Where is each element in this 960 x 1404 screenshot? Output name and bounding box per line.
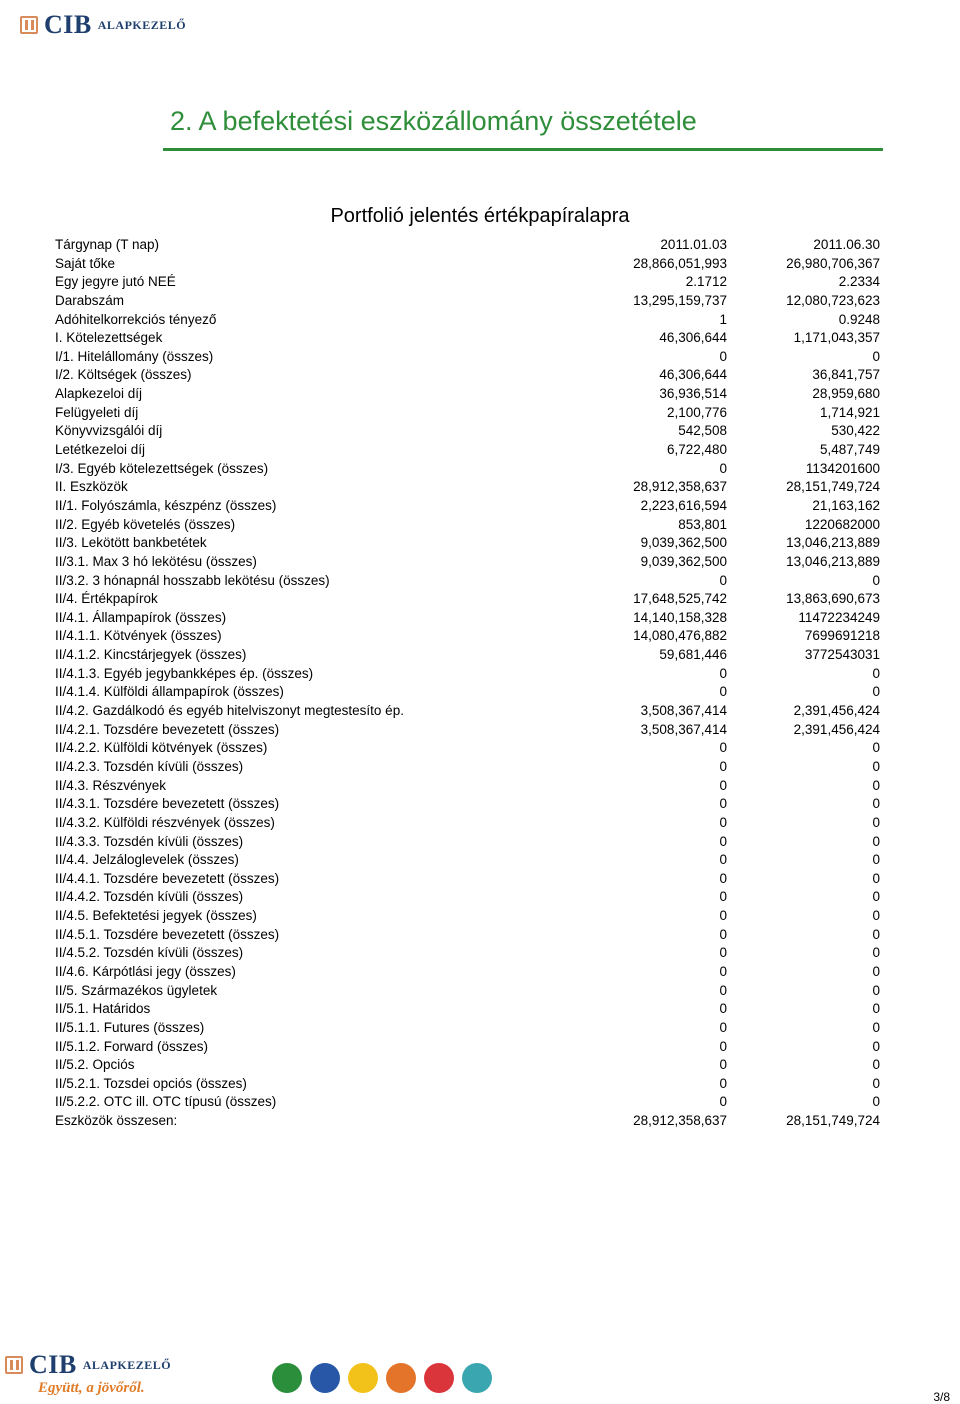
table-row <box>55 422 885 441</box>
row-value-2011-06-30: 3772543031 <box>804 647 880 663</box>
row-label: II/4. Értékpapírok <box>55 591 158 607</box>
row-value-2011-01-03: 13,295,159,737 <box>633 292 727 308</box>
row-label: II/5.2. Opciós <box>55 1057 135 1073</box>
table-row <box>55 683 885 702</box>
table-row <box>55 348 885 367</box>
footer-logo-brand: CIB <box>29 1350 77 1379</box>
table-row <box>55 1056 885 1075</box>
footer-dot-6 <box>462 1363 492 1393</box>
row-value-2011-06-30: 0 <box>872 1001 880 1017</box>
row-value-2011-06-30: 5,487,749 <box>819 442 880 458</box>
row-value-2011-01-03: 46,306,644 <box>659 330 727 346</box>
row-value-2011-01-03: 6,722,480 <box>666 442 727 458</box>
row-value-2011-01-03: 0 <box>719 926 727 942</box>
row-value-2011-01-03: 0 <box>719 1094 727 1110</box>
table-row <box>55 478 885 497</box>
row-label: II/4.5.1. Tozsdére bevezetett (összes) <box>55 926 280 942</box>
row-value-2011-06-30: 0 <box>872 777 880 793</box>
table-row <box>55 627 885 646</box>
row-value-2011-01-03: 9,039,362,500 <box>640 553 727 569</box>
row-label: Könyvvizsgálói díj <box>55 423 163 439</box>
table-row <box>55 888 885 907</box>
row-label: II/4.4.1. Tozsdére bevezetett (összes) <box>55 870 280 886</box>
row-value-2011-06-30: 26,980,706,367 <box>786 255 880 271</box>
row-value-2011-06-30: 0 <box>872 665 880 681</box>
row-value-2011-01-03: 853,801 <box>678 516 727 532</box>
row-value-2011-06-30: 28,151,749,724 <box>786 1113 880 1129</box>
row-label: I/1. Hitelállomány (összes) <box>55 348 214 364</box>
row-label: Adóhitelkorrekciós tényező <box>55 311 217 327</box>
row-value-2011-06-30: 0 <box>872 348 880 364</box>
footer-dot-5 <box>424 1363 454 1393</box>
row-label: II/5.2.1. Tozsdei opciós (összes) <box>55 1075 247 1091</box>
row-label: Alapkezeloi díj <box>55 386 143 402</box>
table-row <box>55 236 885 255</box>
row-label: II/4.3.2. Külföldi részvények (összes) <box>55 814 275 830</box>
table-row <box>55 460 885 479</box>
row-label: II/4.3. Részvények <box>55 777 167 793</box>
row-value-2011-06-30: 0 <box>872 1019 880 1035</box>
row-label: II/4.2. Gazdálkodó és egyéb hitelviszonyt megtestesíto ép. <box>55 703 404 719</box>
row-value-2011-06-30: 2,391,456,424 <box>793 703 880 719</box>
table-row <box>55 963 885 982</box>
footer-dot-2 <box>310 1363 340 1393</box>
row-value-2011-06-30: 0 <box>872 1038 880 1054</box>
row-value-2011-06-30: 13,046,213,889 <box>786 535 880 551</box>
row-label: II/3. Lekötött bankbetétek <box>55 535 207 551</box>
table-row <box>55 1038 885 1057</box>
row-label: II/4.2.2. Külföldi kötvények (összes) <box>55 740 268 756</box>
row-label: II/4.1.3. Egyéb jegybankképes ép. (összes) <box>55 665 314 681</box>
row-value-2011-01-03: 0 <box>719 1038 727 1054</box>
row-value-2011-01-03: 0 <box>719 889 727 905</box>
row-value-2011-06-30: 0 <box>872 814 880 830</box>
row-value-2011-01-03: 0 <box>719 777 727 793</box>
row-value-2011-06-30: 1,171,043,357 <box>793 330 880 346</box>
row-label: Saját tőke <box>55 255 116 271</box>
row-label: II/4.4. Jelzáloglevelek (összes) <box>55 852 239 868</box>
row-label: II/4.5. Befektetési jegyek (összes) <box>55 908 257 924</box>
section-title: 2. A befektetési eszközállomány összetétele <box>170 106 697 136</box>
row-value-2011-06-30: 0.9248 <box>838 311 880 327</box>
row-value-2011-01-03: 0 <box>719 1019 727 1035</box>
row-label: II/5.1.1. Futures (összes) <box>55 1019 205 1035</box>
footer-color-dots <box>272 1363 492 1393</box>
table-row <box>55 814 885 833</box>
row-value-2011-06-30: 13,046,213,889 <box>786 553 880 569</box>
footer-cib-logo-icon <box>5 1356 23 1374</box>
row-value-2011-01-03: 0 <box>719 740 727 756</box>
table-row <box>55 1075 885 1094</box>
row-value-2011-06-30: 0 <box>872 926 880 942</box>
row-label: II/4.2.1. Tozsdére bevezetett (összes) <box>55 721 280 737</box>
report-title <box>0 205 960 228</box>
row-label: II/5.1.2. Forward (összes) <box>55 1038 209 1054</box>
table-row <box>55 516 885 535</box>
row-value-2011-01-03: 2.1712 <box>685 274 727 290</box>
row-value-2011-06-30: 28,151,749,724 <box>786 479 880 495</box>
row-value-2011-01-03: 0 <box>719 665 727 681</box>
row-value-2011-01-03: 0 <box>719 348 727 364</box>
row-value-2011-06-30: 0 <box>872 908 880 924</box>
row-value-2011-01-03: 0 <box>719 1057 727 1073</box>
row-value-2011-06-30: 36,841,757 <box>812 367 880 383</box>
row-value-2011-01-03: 46,306,644 <box>659 367 727 383</box>
row-value-2011-06-30: 2,391,456,424 <box>793 721 880 737</box>
table-row <box>55 553 885 572</box>
report-title-text: Portfolió jelentés értékpapíralapra <box>330 205 630 227</box>
row-value-2011-01-03: 0 <box>719 945 727 961</box>
table-row <box>55 609 885 628</box>
row-value-2011-06-30: 0 <box>872 796 880 812</box>
row-label: II. Eszközök <box>55 479 128 495</box>
row-value-2011-06-30: 0 <box>872 982 880 998</box>
row-label: II/4.1.1. Kötvények (összes) <box>55 628 222 644</box>
row-label: II/5.2.2. OTC ill. OTC típusú (összes) <box>55 1094 277 1110</box>
row-value-2011-01-03: 0 <box>719 796 727 812</box>
table-row <box>55 329 885 348</box>
row-label: Egy jegyre jutó NEÉ <box>55 274 176 290</box>
table-row <box>55 833 885 852</box>
row-value-2011-06-30: 530,422 <box>831 423 880 439</box>
row-value-2011-01-03: 17,648,525,742 <box>633 591 727 607</box>
row-value-2011-06-30: 0 <box>872 684 880 700</box>
table-row <box>55 1093 885 1112</box>
table-row <box>55 292 885 311</box>
row-value-2011-06-30: 1134201600 <box>805 460 880 476</box>
row-label: II/3.2. 3 hónapnál hosszabb lekötésu (összes) <box>55 572 330 588</box>
table-row <box>55 441 885 460</box>
row-value-2011-01-03: 0 <box>719 1001 727 1017</box>
table-row <box>55 1112 885 1131</box>
table-row <box>55 739 885 758</box>
row-value-2011-01-03: 3,508,367,414 <box>640 721 727 737</box>
table-row <box>55 1000 885 1019</box>
row-label: Felügyeleti díj <box>55 404 139 420</box>
cib-logo-icon <box>20 16 38 34</box>
row-label: II/4.1.2. Kincstárjegyek (összes) <box>55 647 247 663</box>
table-row <box>55 1019 885 1038</box>
row-label: Darabszám <box>55 292 125 308</box>
table-row <box>55 926 885 945</box>
row-value-2011-06-30: 21,163,162 <box>812 497 880 513</box>
row-value-2011-06-30: 13,863,690,673 <box>786 591 880 607</box>
row-label: II/4.3.1. Tozsdére bevezetett (összes) <box>55 796 280 812</box>
row-label: II/1. Folyószámla, készpénz (összes) <box>55 497 277 513</box>
row-value-2011-01-03: 0 <box>719 852 727 868</box>
row-value-2011-01-03: 28,912,358,637 <box>633 479 727 495</box>
row-value-2011-01-03: 14,080,476,882 <box>633 628 727 644</box>
row-value-2011-01-03: 0 <box>719 460 727 476</box>
row-value-2011-01-03: 28,866,051,993 <box>633 255 727 271</box>
table-row <box>55 665 885 684</box>
row-value-2011-06-30: 1220682000 <box>804 516 880 532</box>
row-value-2011-06-30: 0 <box>872 740 880 756</box>
footer-logo-brand-sub: ALAPKEZELŐ <box>82 1357 172 1372</box>
footer-cib-logo <box>5 1350 171 1380</box>
row-value-2011-06-30: 0 <box>872 963 880 979</box>
table-row <box>55 851 885 870</box>
row-value-2011-06-30: 2011.06.30 <box>813 237 880 252</box>
table-row <box>55 311 885 330</box>
row-value-2011-06-30: 0 <box>872 1075 880 1091</box>
row-value-2011-06-30: 7699691218 <box>804 628 880 644</box>
row-value-2011-06-30: 12,080,723,623 <box>786 292 880 308</box>
table-row <box>55 646 885 665</box>
table-row <box>55 255 885 274</box>
row-value-2011-06-30: 0 <box>872 572 880 588</box>
table-row <box>55 777 885 796</box>
row-value-2011-01-03: 1 <box>719 311 727 327</box>
table-row <box>55 385 885 404</box>
row-value-2011-01-03: 0 <box>719 1075 727 1091</box>
table-row <box>55 795 885 814</box>
row-value-2011-01-03: 14,140,158,328 <box>633 609 727 625</box>
row-value-2011-06-30: 0 <box>872 870 880 886</box>
row-value-2011-01-03: 0 <box>719 814 727 830</box>
row-value-2011-01-03: 0 <box>719 572 727 588</box>
row-value-2011-01-03: 0 <box>719 908 727 924</box>
row-value-2011-06-30: 0 <box>872 758 880 774</box>
logo-brand: CIB <box>44 10 92 39</box>
row-label: II/4.1. Állampapírok (összes) <box>55 609 227 625</box>
row-value-2011-06-30: 0 <box>872 1094 880 1110</box>
logo-brand-sub: ALAPKEZELŐ <box>97 17 187 32</box>
footer-dot-1 <box>272 1363 302 1393</box>
row-value-2011-01-03: 2,223,616,594 <box>640 497 727 513</box>
table-row <box>55 404 885 423</box>
table-row <box>55 982 885 1001</box>
row-value-2011-06-30: 0 <box>872 889 880 905</box>
row-label: II/2. Egyéb követelés (összes) <box>55 516 236 532</box>
row-value-2011-01-03: 3,508,367,414 <box>640 703 727 719</box>
row-value-2011-01-03: 2011.01.03 <box>660 237 727 252</box>
footer-slogan: Együtt, a jövőről. <box>38 1380 145 1396</box>
row-value-2011-06-30: 1,714,921 <box>819 404 880 420</box>
table-row <box>55 944 885 963</box>
row-value-2011-01-03: 0 <box>719 982 727 998</box>
row-value-2011-06-30: 11472234249 <box>798 609 880 625</box>
table-row <box>55 870 885 889</box>
row-label: II/5. Származékos ügyletek <box>55 982 218 998</box>
table-row <box>55 758 885 777</box>
table-row <box>55 366 885 385</box>
footer-dot-4 <box>386 1363 416 1393</box>
row-value-2011-01-03: 0 <box>719 963 727 979</box>
row-value-2011-01-03: 2,100,776 <box>666 404 727 420</box>
row-value-2011-06-30: 28,959,680 <box>812 386 880 402</box>
table-row <box>55 534 885 553</box>
portfolio-table <box>55 236 885 1131</box>
row-label: II/4.2.3. Tozsdén kívüli (összes) <box>55 758 244 774</box>
row-label: II/4.5.2. Tozsdén kívüli (összes) <box>55 945 244 961</box>
row-value-2011-06-30: 0 <box>872 945 880 961</box>
row-label: II/5.1. Határidos <box>55 1001 151 1017</box>
table-row <box>55 590 885 609</box>
table-row <box>55 721 885 740</box>
row-label: Eszközök összesen: <box>55 1113 178 1129</box>
row-value-2011-06-30: 0 <box>872 852 880 868</box>
row-value-2011-01-03: 36,936,514 <box>659 386 727 402</box>
page-number: 3/8 <box>933 1390 950 1404</box>
row-label: Tárgynap (T nap) <box>55 237 160 252</box>
row-value-2011-01-03: 0 <box>719 684 727 700</box>
section-title-rule <box>163 148 883 151</box>
table-row <box>55 273 885 292</box>
row-label: II/4.1.4. Külföldi állampapírok (összes) <box>55 684 284 700</box>
row-value-2011-01-03: 9,039,362,500 <box>640 535 727 551</box>
row-label: I/2. Költségek (összes) <box>55 367 192 383</box>
row-value-2011-01-03: 28,912,358,637 <box>633 1113 727 1129</box>
table-row <box>55 572 885 591</box>
row-value-2011-06-30: 0 <box>872 833 880 849</box>
cib-logo <box>20 10 186 40</box>
row-label: I/3. Egyéb kötelezettségek (összes) <box>55 460 269 476</box>
table-row <box>55 907 885 926</box>
row-value-2011-01-03: 0 <box>719 758 727 774</box>
row-label: Letétkezeloi díj <box>55 442 146 458</box>
table-row <box>55 497 885 516</box>
footer-dot-3 <box>348 1363 378 1393</box>
row-value-2011-06-30: 2.2334 <box>838 274 880 290</box>
row-value-2011-01-03: 0 <box>719 833 727 849</box>
row-value-2011-01-03: 0 <box>719 870 727 886</box>
row-value-2011-01-03: 542,508 <box>678 423 727 439</box>
row-label: II/4.6. Kárpótlási jegy (összes) <box>55 963 236 979</box>
row-value-2011-01-03: 59,681,446 <box>659 647 727 663</box>
row-label: II/4.4.2. Tozsdén kívüli (összes) <box>55 889 244 905</box>
row-value-2011-06-30: 0 <box>872 1057 880 1073</box>
row-label: II/4.3.3. Tozsdén kívüli (összes) <box>55 833 244 849</box>
table-row <box>55 702 885 721</box>
row-label: I. Kötelezettségek <box>55 330 163 346</box>
row-label: II/3.1. Max 3 hó lekötésu (összes) <box>55 553 257 569</box>
